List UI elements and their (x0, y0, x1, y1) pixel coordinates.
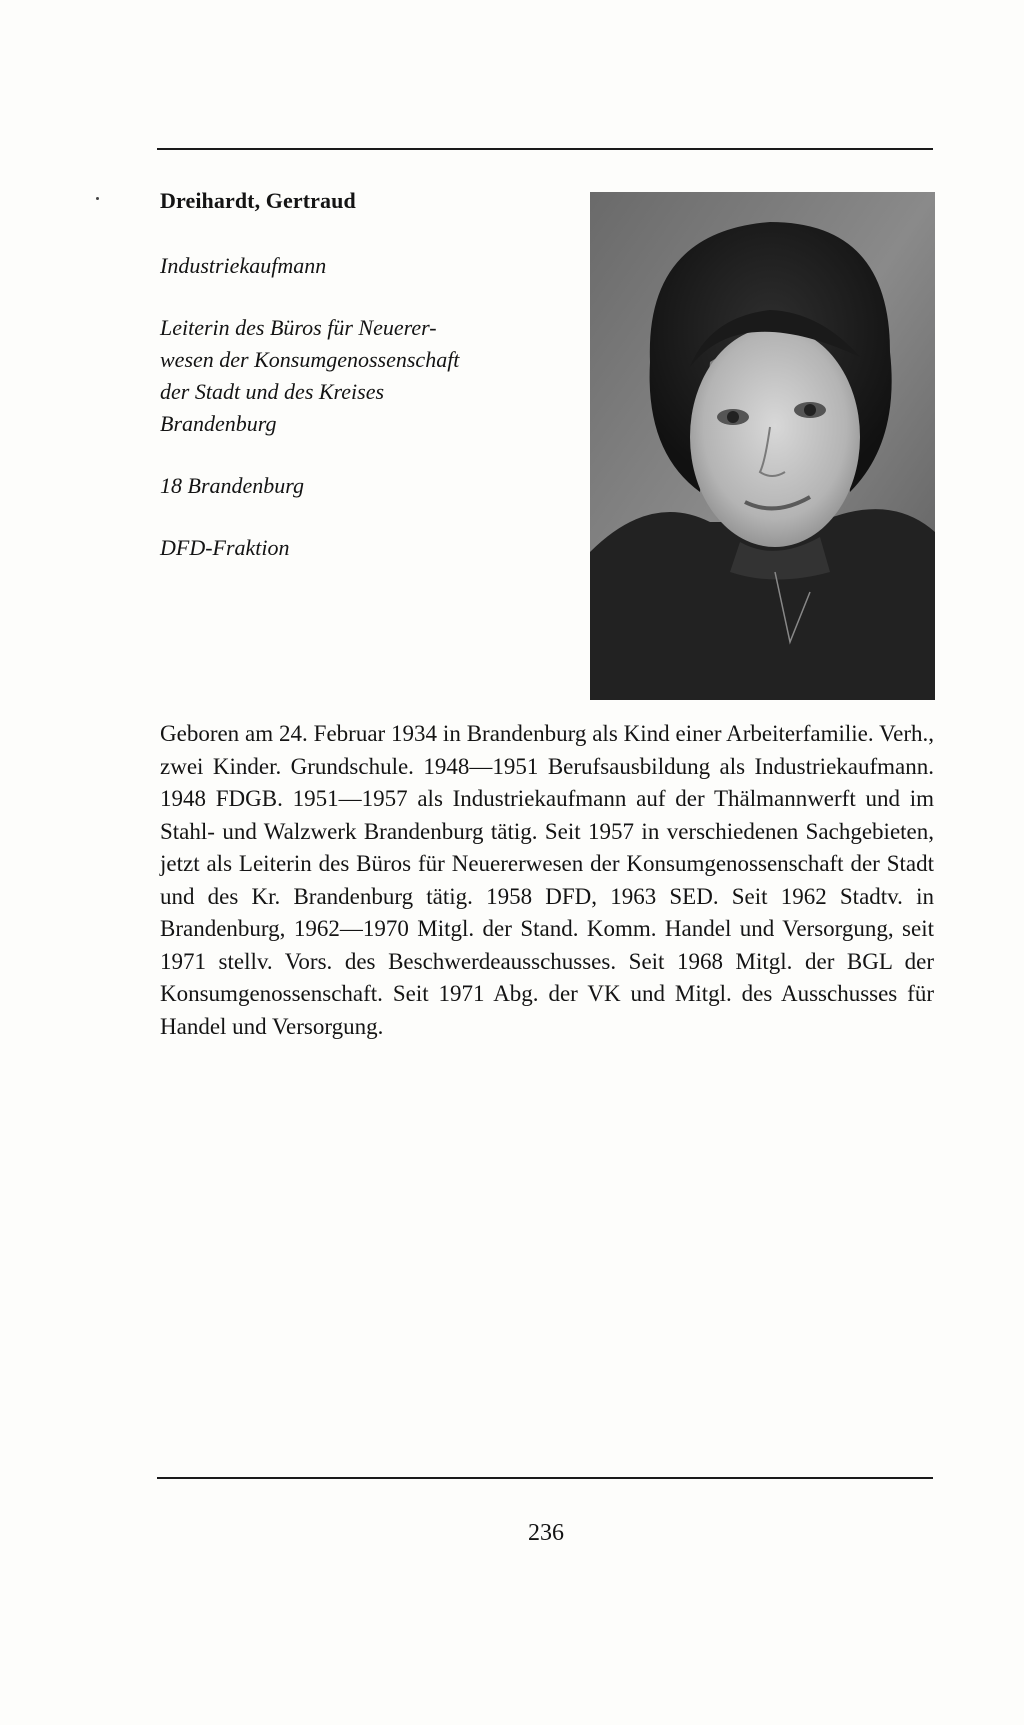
position-line: Brandenburg (160, 411, 277, 436)
faction: DFD-Fraktion (160, 535, 290, 560)
profession: Industriekaufmann (160, 253, 327, 278)
position-line: Leiterin des Büros für Neuerer- (160, 315, 437, 340)
biography-text: Geboren am 24. Februar 1934 in Brandenburg als Kind einer Arbeiterfamilie. Verh., zwei Kinder. Grundschule. 1948—1951 Berufsausbildung als Industriekaufmann. 1948 FDGB. 1951—1957 als Industriekaufmann auf der Thälmannwerft und im Stahl- und Walzwerk Brandenburg tätig. Seit 1957 in verschiedenen Sachgebieten, jetzt als Leiterin des Büros für Neuererwesen der Konsumgenossenschaft der Stadt und des Kr. Brandenburg tätig. 1958 DFD, 1963 SED. Seit 1962 Stadtv. in Brandenburg, 1962—1970 Mitgl. der Stand. Komm. Handel und Versorgung, seit 1971 stellv. Vors. des Beschwerdeausschusses. Seit 1968 Mitgl. der BGL der Konsumgenossenschaft. Seit 1971 Abg. der VK und Mitgl. des Ausschusses für Handel und Versorgung. (160, 721, 934, 1039)
page-number: 236 (528, 1520, 564, 1546)
bottom-rule (157, 1477, 933, 1479)
portrait-photo (590, 192, 935, 700)
top-rule (157, 148, 933, 150)
position-line: der Stadt und des Kreises (160, 379, 385, 404)
position-line: wesen der Konsumgenossenschaft (160, 347, 460, 372)
person-name: Dreihardt, Gertraud (160, 188, 356, 213)
electoral-district: 18 Brandenburg (160, 473, 305, 498)
portrait-illustration (590, 192, 935, 700)
margin-speck (96, 197, 99, 200)
position-title (160, 312, 540, 440)
